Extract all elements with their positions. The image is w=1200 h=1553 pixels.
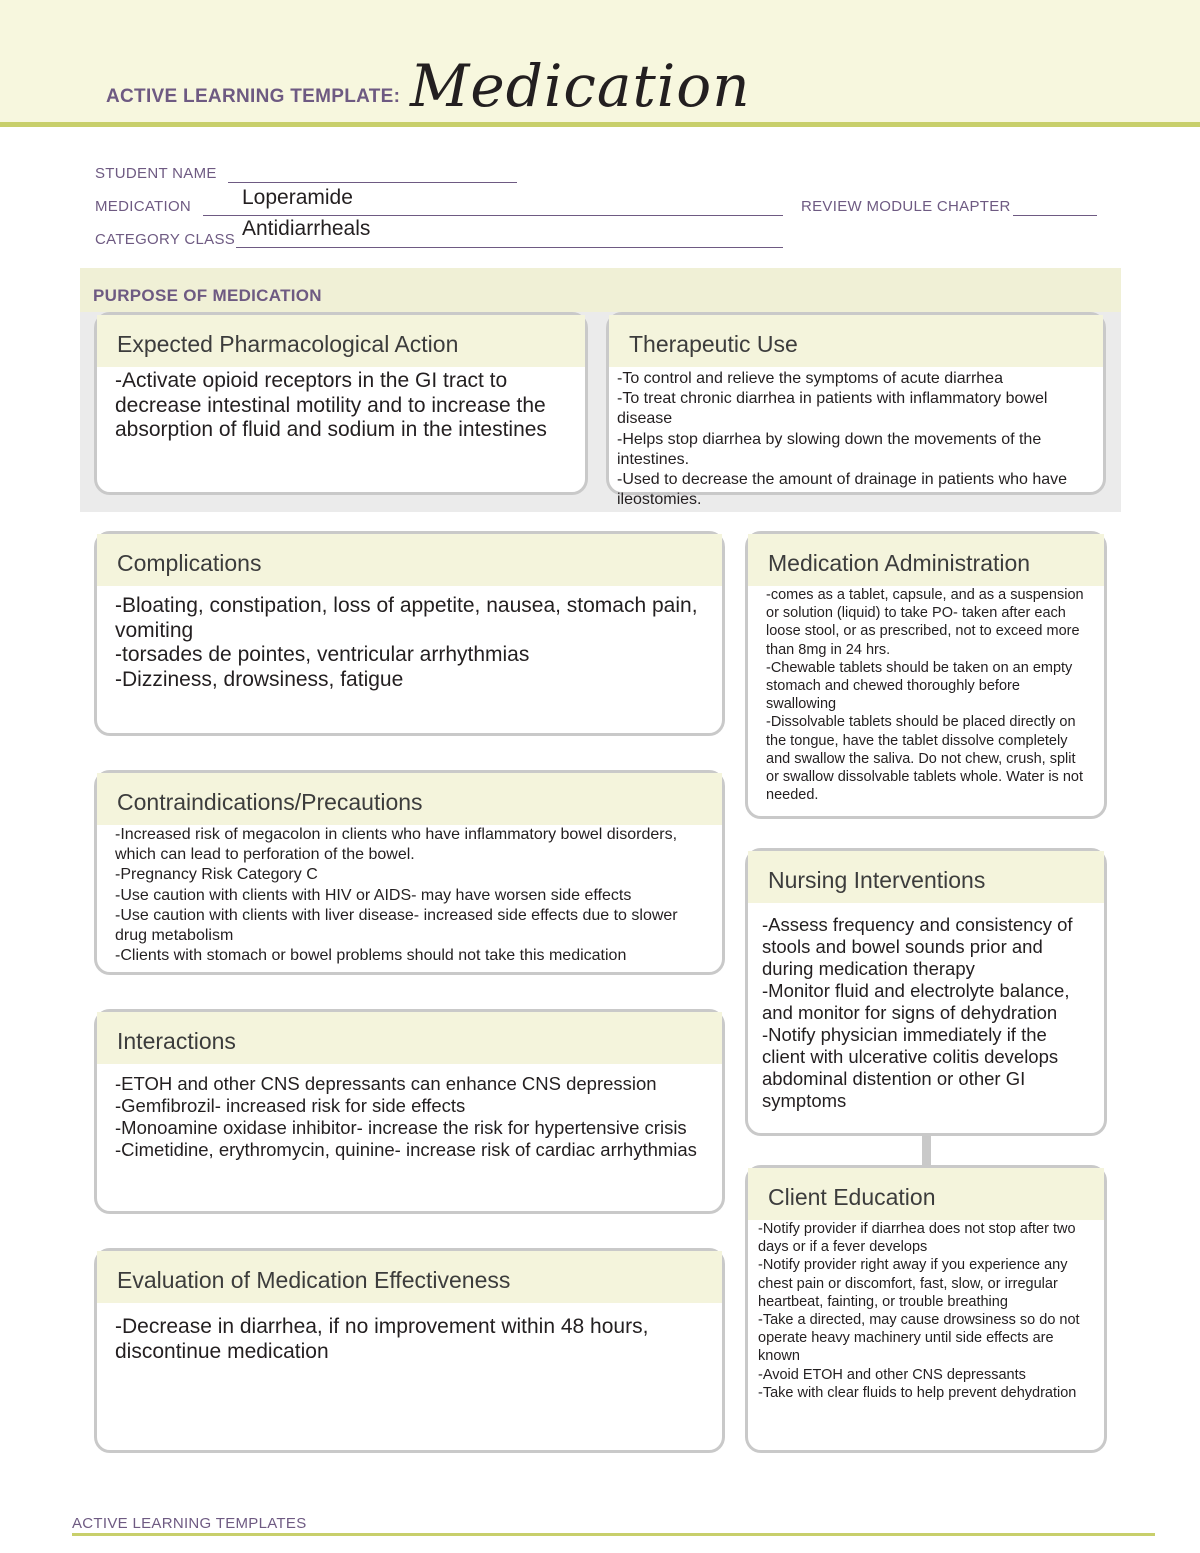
template-label: ACTIVE LEARNING TEMPLATE: [106,86,401,107]
medication-administration-text: -comes as a tablet, capsule, and as a suspension or solution (liquid) to take PO- taken after each loose stool, or as prescribed, not to exceed more than 8mg in 24 hrs. -Chewable tablets should be taken on an empty stomach and chewed thoroughly before swallowing -Dissolvable tablets should be placed directly on the tongue, have the tablet dissolve completely and swallow the saliva. Do not chew, crush, split or swallow dissolvable tablets whole. Water is not needed. [766,587,1084,804]
nursing-interventions-title: Nursing Interventions [748,851,1104,903]
category-class-field[interactable] [236,247,783,248]
client-education-title: Client Education [748,1168,1104,1220]
therapeutic-use-box [606,312,1106,509]
therapeutic-use-title: Therapeutic Use [609,315,1103,367]
contraindications-title: Contraindications/Precautions [97,773,722,825]
review-module-field[interactable] [1013,215,1097,216]
medication-label: MEDICATION [95,198,192,215]
category-class-label: CATEGORY CLASS [95,231,236,248]
student-name-field[interactable] [228,182,517,183]
therapeutic-use-text: -To control and relieve the symptoms of acute diarrhea -To treat chronic diarrhea in patients with inflammatory bowel disease -Helps stop diarrhea by slowing down the movements of the intestines. -Used to decrease the amount of drainage in patients who have ileostomies. [617,370,1068,509]
medication-value: Loperamide [242,186,353,209]
expected-action-text: -Activate opioid receptors in the GI tract to decrease intestinal motility and to increase the absorption of fluid and sodium in the intestines [115,369,547,441]
footer-label: ACTIVE LEARNING TEMPLATES [72,1515,307,1532]
complications-title: Complications [97,534,722,586]
category-class-value: Antidiarrheals [242,217,371,240]
client-education-text: -Notify provider if diarrhea does not stop after two days or if a fever develops -Notify provider right away if you experience any chest pain or discomfort, fast, slow, or irregular heartbeat, fainting, or trouble breathing -Take a directed, may cause drowsiness so do not operate heavy machinery until side effects are known -Avoid ETOH and other CNS depressants -Take with clear fluids to help prevent dehydration [758,1221,1080,1401]
nursing-interventions-box [745,848,1107,1136]
evaluation-text: -Decrease in diarrhea, if no improvement within 48 hours, discontinue medication [115,1315,649,1363]
nursing-interventions-text: -Assess frequency and consistency of stools and bowel sounds prior and during medication therapy -Monitor fluid and electrolyte balance, and monitor for signs of dehydration -Notify physician immediately if the client with ulcerative colitis develops abdominal distention or other GI symptoms [762,914,1073,1111]
medication-field[interactable] [203,215,783,216]
footer-divider [72,1533,1155,1536]
expected-action-title: Expected Pharmacological Action [97,315,585,367]
contraindications-box [94,770,725,975]
client-education-box [745,1165,1107,1453]
complications-text: -Bloating, constipation, loss of appetite, nausea, stomach pain, vomiting -torsades de pointes, ventricular arrhythmias -Dizziness, drowsiness, fatigue [115,594,698,691]
student-name-label: STUDENT NAME [95,165,217,182]
evaluation-title: Evaluation of Medication Effectiveness [97,1251,722,1303]
interactions-title: Interactions [97,1012,722,1064]
interactions-box [94,1009,725,1214]
template-title: Medication [410,52,751,120]
complications-box [94,531,725,736]
purpose-label: PURPOSE OF MEDICATION [93,286,322,305]
contraindications-text: -Increased risk of megacolon in clients who have inflammatory bowel disorders, which can lead to perforation of the bowel. -Pregnancy Risk Category C -Use caution with clients with HIV or AIDS- may have worsen side effects -Use caution with clients with liver disease- increased side effects due to slower drug metabolism -Clients with stomach or bowel problems should not take this medication [115,826,678,965]
evaluation-box [94,1248,725,1453]
interactions-text: -ETOH and other CNS depressants can enhance CNS depression -Gemfibrozil- increased risk for side effects -Monoamine oxidase inhibitor- increase the risk for hypertensive crisis -Cimetidine, erythromycin, quinine- increase risk of cardiac arrhythmias [115,1073,697,1160]
header-divider [0,122,1200,127]
medication-administration-box [745,531,1107,819]
review-module-label: REVIEW MODULE CHAPTER [801,198,1011,215]
expected-action-box [94,312,588,495]
medication-administration-title: Medication Administration [748,534,1104,586]
column-connector [922,1134,931,1168]
